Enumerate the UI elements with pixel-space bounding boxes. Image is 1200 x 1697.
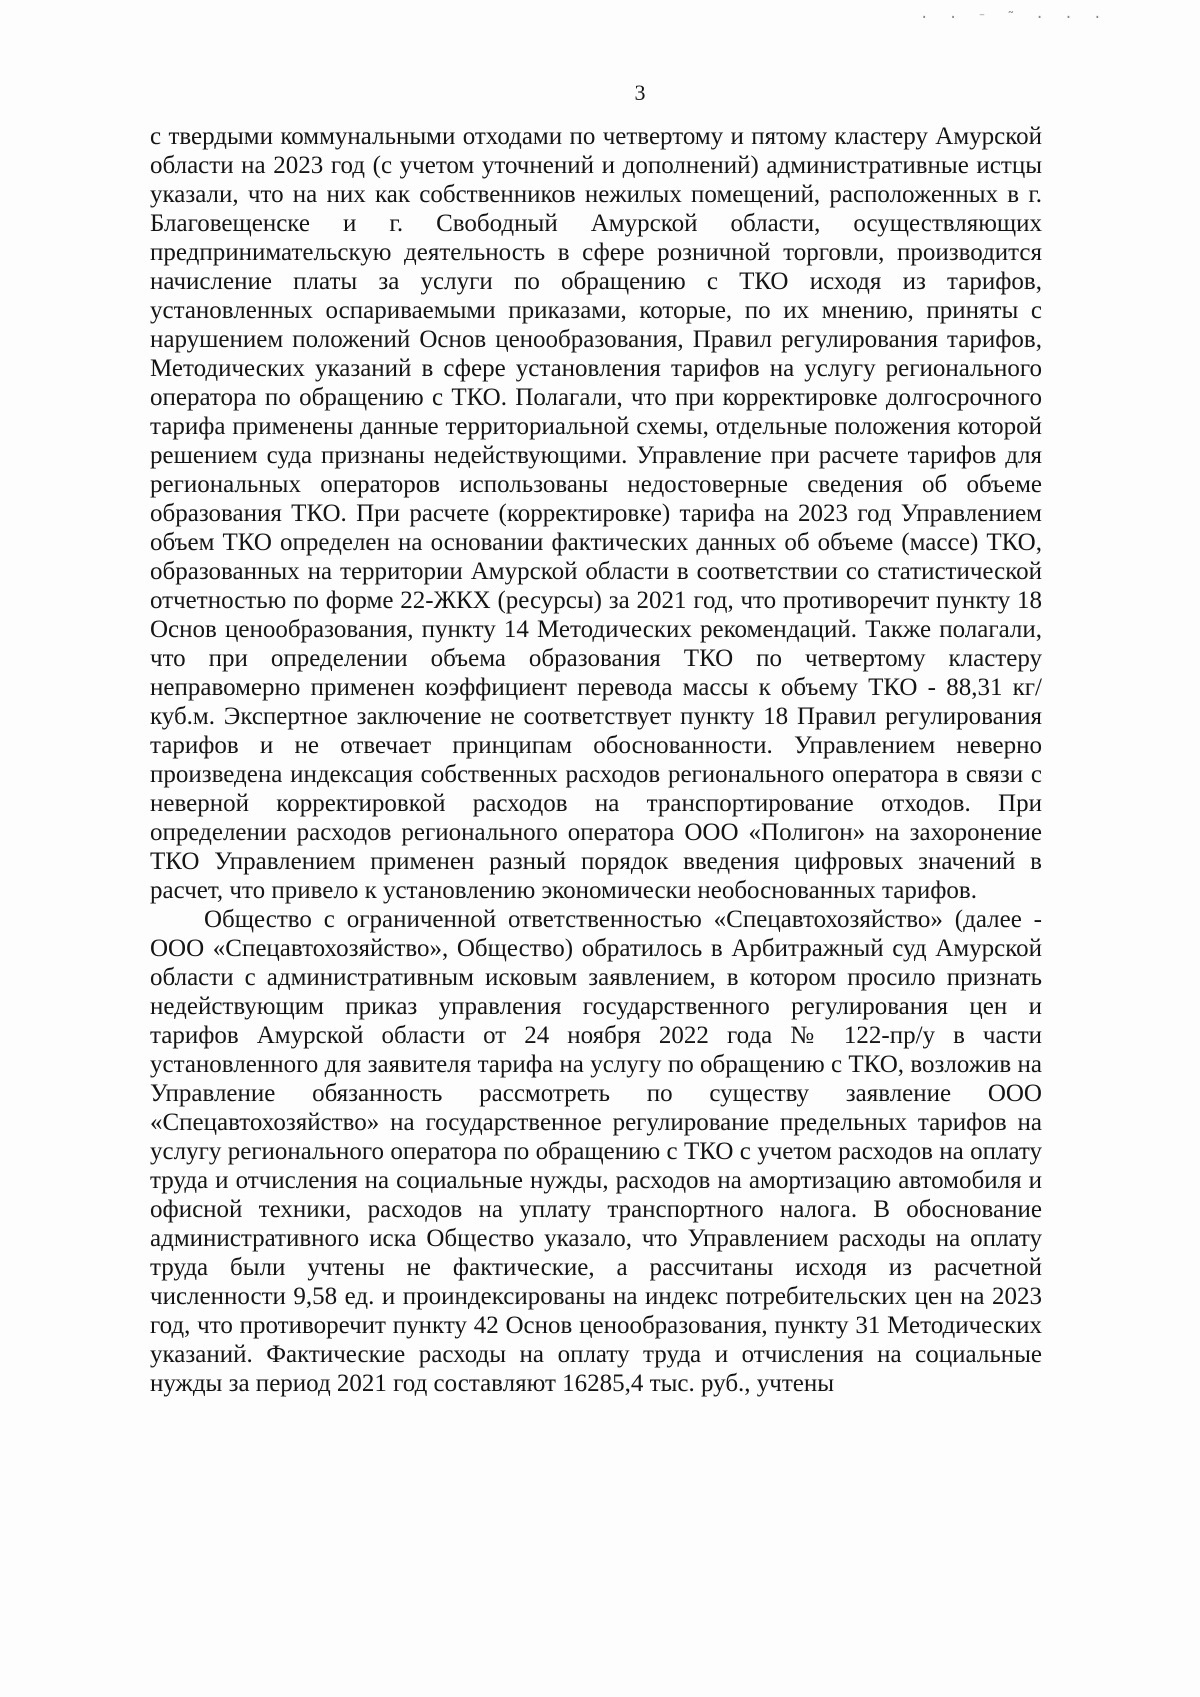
document-body — [150, 122, 1042, 1398]
paragraph-continuation: с твердыми коммунальными отходами по четвертому и пятому кластеру Амурской области на 2023 год (с учетом уточнений и дополнений) административные истцы указали, что на них как собственников нежилых помещений, расположенных в г. Благовещенске и г. Свободный Амурской области, осуществляющих предпринимательскую деятельность в сфере розничной торговли, производится начисление платы за услуги по обращению с ТКО исходя из тарифов, установленных оспариваемыми приказами, которые, по их мнению, приняты с нарушением положений Основ ценообразования, Правил регулирования тарифов, Методических указаний в сфере установления тарифов на услугу регионального оператора по обращению с ТКО. Полагали, что при корректировке долгосрочного тарифа применены данные территориальной схемы, отдельные положения которой решением суда признаны недействующими. Управление при расчете тарифов для региональных операторов использованы недостоверные сведения об объеме образования ТКО. При расчете (корректировке) тарифа на 2023 год Управлением объем ТКО определен на основании фактических данных об объеме (массе) ТКО, образованных на территории Амурской области в соответствии со статистической отчетностью по форме 22-ЖКХ (ресурсы) за 2021 год, что противоречит пункту 18 Основ ценообразования, пункту 14 Методических рекомендаций. Также полагали, что при определении объема образования ТКО по четвертому кластеру неправомерно применен коэффициент перевода массы к объему ТКО - 88,31 кг/куб.м. Экспертное заключение не соответствует пункту 18 Правил регулирования тарифов и не отвечает принципам обоснованности. Управлением неверно произведена индексация собственных расходов регионального оператора в связи с неверной корректировкой расходов на транспортирование отходов. При определении расходов регионального оператора ООО «Полигон» на захоронение ТКО Управлением применен разный порядок введения цифровых значений в расчет, что привело к установлению экономически необоснованных тарифов. — [150, 123, 1042, 904]
scan-artifact-marks: · · ⁻ ˜ · · · — [920, 10, 1108, 26]
page-number: 3 — [634, 80, 646, 105]
paragraph-spetsavtokhozyaystvo: Общество с ограниченной ответственностью «Спецавтохозяйство» (далее - ООО «Спецавтохозяйство», Общество) обратилось в Арбитражный суд Амурской области с административным исковым заявлением, в котором просило признать недействующим приказ управления государственного регулирования цен и тарифов Амурской области от 24 ноября 2022 года № 122-пр/у в части установленного для заявителя тарифа на услугу по обращению с ТКО, возложив на Управление обязанность рассмотреть по существу заявление ООО «Спецавтохозяйство» на государственное регулирование предельных тарифов на услугу регионального оператора по обращению с ТКО с учетом расходов на оплату труда и отчисления на социальные нужды, расходов на амортизацию автомобиля и офисной техники, расходов на уплату транспортного налога. В обоснование административного иска Общество указало, что Управлением расходы на оплату труда были учтены не фактические, а рассчитаны исходя из расчетной численности 9,58 ед. и проиндексированы на индекс потребительских цен на 2023 год, что противоречит пункту 42 Основ ценообразования, пункту 31 Методических указаний. Фактические расходы на оплату труда и отчисления на социальные нужды за период 2021 год составляют 16285,4 тыс. руб., учтены — [150, 906, 1042, 1397]
